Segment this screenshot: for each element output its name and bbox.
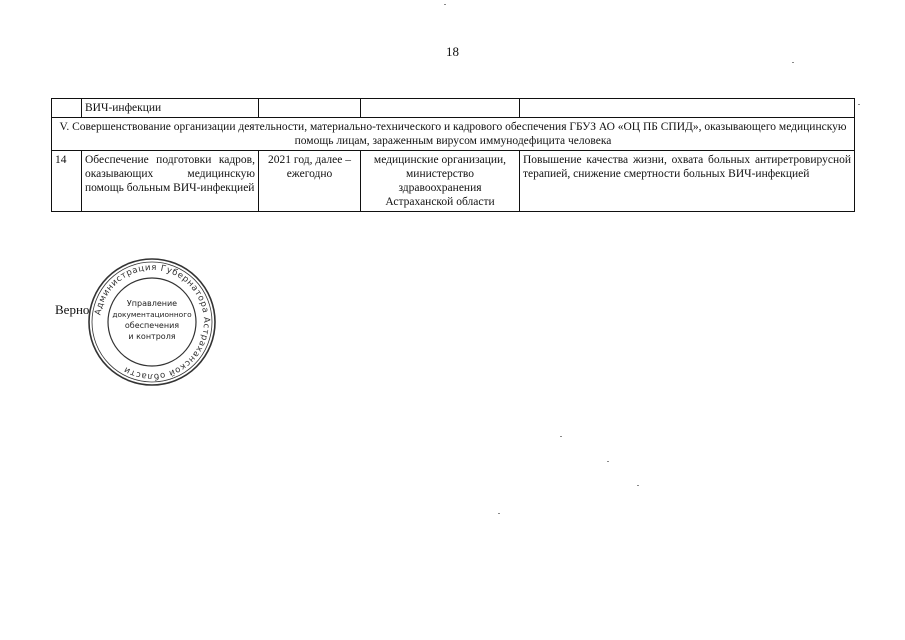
stamp-line-1: Управление: [126, 299, 178, 308]
scan-speck: [444, 4, 446, 5]
section-heading: V. Совершенствование организации деятельности, материально-технического и кадрового обеспечения ГБУЗ АО «ОЦ ПБ СПИД», оказывающего медицинскую помощь лицам, зараженным вирусом иммунодефицита человека: [52, 118, 855, 151]
plan-table: [51, 98, 855, 212]
scan-speck: [560, 436, 562, 437]
stamp-line-4: и контроля: [128, 332, 176, 341]
cell-executors: медицинские организации, министерство здравоохранения Астраханской области: [361, 151, 520, 212]
table-row-continuation: [52, 99, 855, 118]
scan-speck: [498, 513, 500, 514]
cell-result: Повышение качества жизни, охвата больных антиретровирусной терапией, снижение смертности больных ВИЧ-инфекцией: [520, 151, 855, 212]
cell-term: 2021 год, далее – ежегодно: [259, 151, 361, 212]
cell-measure: Обеспечение подготовки кадров, оказывающих медицинскую помощь больным ВИЧ-инфекцией: [82, 151, 259, 212]
verno-label: Верно: [55, 302, 90, 317]
cell-term-empty: [259, 99, 361, 118]
scan-speck: [858, 104, 860, 105]
stamp-ring-text: Администрация Губернатора Астраханской области: [93, 262, 212, 382]
official-stamp: [86, 256, 218, 388]
page-number: 18: [446, 44, 459, 59]
stamp-line-2: документационного: [112, 310, 192, 319]
cell-executors-empty: [361, 99, 520, 118]
stamp-line-3: обеспечения: [124, 321, 180, 330]
table-row: [52, 151, 855, 212]
scan-speck: [607, 461, 609, 462]
cell-num: 14: [52, 151, 82, 212]
table-row-section-heading: [52, 118, 855, 151]
cell-num-empty: [52, 99, 82, 118]
cell-result-empty: [520, 99, 855, 118]
scan-speck: [637, 485, 639, 486]
cell-measure-continuation: ВИЧ-инфекции: [82, 99, 259, 118]
scan-speck: [792, 62, 794, 63]
